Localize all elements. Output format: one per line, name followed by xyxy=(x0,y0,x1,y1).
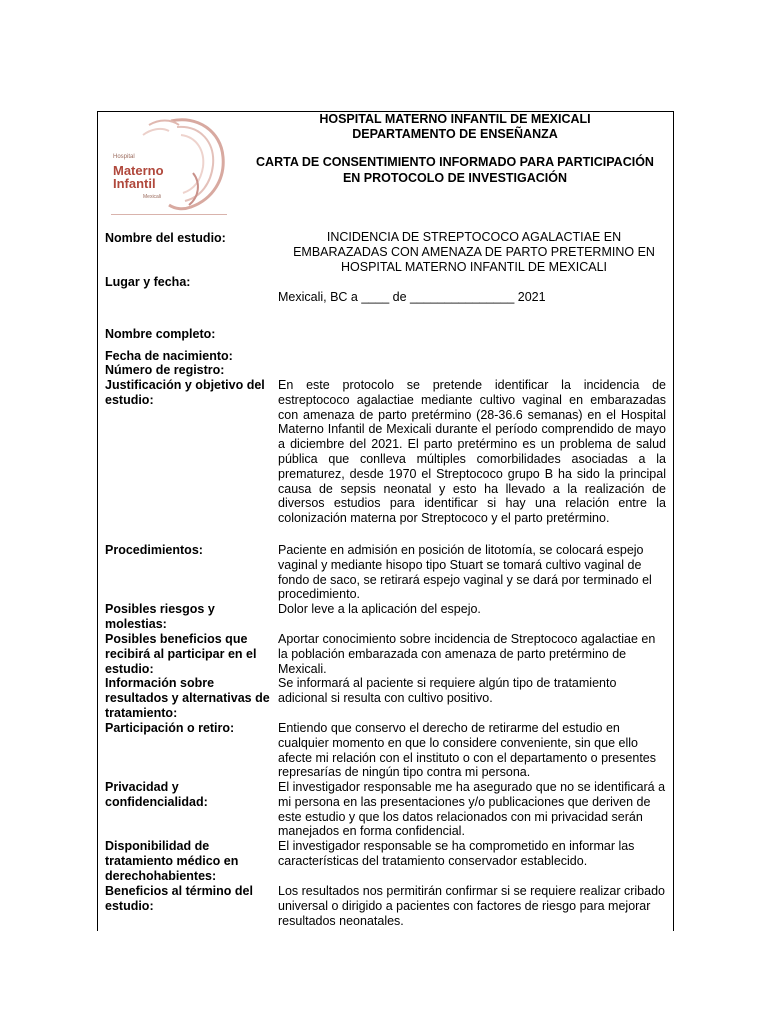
participation-value: Entiendo que conservo el derecho de retirarme del estudio en cualquier momento en que lo considere conveniente, sin que ello afecte mi relación con el instituto o con el departamento o presentes represarías de ningún tipo contra mi persona. xyxy=(278,721,656,780)
registry-number-label: Número de registro: xyxy=(105,363,225,377)
document-title-line-1: CARTA DE CONSENTIMIENTO INFORMADO PARA PARTICIPACIÓN xyxy=(256,155,654,169)
privacy-value: El investigador responsable me ha asegurado que no se identificará a mi persona en las presentaciones y/o publicaciones que deriven de este estudio y que los datos relacionados con mi privacidad serán manejados en forma confidencial. xyxy=(278,780,666,839)
place-date-label: Lugar y fecha: xyxy=(105,275,191,289)
study-name-value: INCIDENCIA DE STREPTOCOCO AGALACTIAE EN EMBARAZADAS CON AMENAZA DE PARTO PRETERMINO EN HOSPITAL MATERNO INFANTIL DE MEXICALI xyxy=(293,230,655,274)
risks-label: Posibles riesgos y molestias: xyxy=(105,602,215,631)
logo-wordmark xyxy=(113,151,164,190)
availability-value: El investigador responsable se ha comprometido en informar las características del tratamiento conservador establecido. xyxy=(278,839,635,868)
end-benefits-value: Los resultados nos permitirán confirmar si se requiere realizar cribado universal o dirigido a pacientes con factores de riesgo para mejorar resultados neonatales. xyxy=(278,884,665,928)
logo-divider xyxy=(111,214,227,215)
risks-value: Dolor leve a la aplicación del espejo. xyxy=(278,602,481,616)
logo-small-text: Hospital xyxy=(113,154,135,160)
logo-line-1: Materno xyxy=(113,163,164,178)
justification-value: En este protocolo se pretende identificar la incidencia de estreptococo agalactiae mediante cultivo vaginal en embarazadas con amenaza de parto pretérmino (28-36.6 semanas) en el Hospital Materno Infantil de Mexicali durante el período comprendido de mayo a diciembre del 2021. El parto pretérmino es un problema de salud pública que conlleva múltiples comorbilidades asociadas a la prematurez, desde 1970 el Streptococo grupo B ha sido la principal causa de sepsis neonatal y esto ha llevado a la realización de diversos estudios para identificar si hay una relación entre la colonización materna por Streptococo y el parto pretérmino. xyxy=(278,378,666,526)
document-title-line-2: EN PROTOCOLO DE INVESTIGACIÓN xyxy=(342,171,568,185)
hospital-name: HOSPITAL MATERNO INFANTIL DE MEXICALI xyxy=(319,112,591,126)
benefits-value: Aportar conocimiento sobre incidencia de Streptococo agalactiae en la población embarazada con amenaza de parto pretérmino de Mexicali. xyxy=(278,632,656,676)
justification-label: Justificación y objetivo del estudio: xyxy=(105,378,265,407)
full-name-label: Nombre completo: xyxy=(105,327,216,341)
privacy-label: Privacidad y confidencialidad: xyxy=(105,780,208,809)
end-benefits-label: Beneficios al término del estudio: xyxy=(105,884,253,913)
place-date-value: Mexicali, BC a ____ de _______________ 2021 xyxy=(278,290,546,304)
results-value: Se informará al paciente si requiere algún tipo de tratamiento adicional si resulta con cultivo positivo. xyxy=(278,676,617,705)
hospital-logo xyxy=(109,113,231,219)
participation-label: Participación o retiro: xyxy=(105,721,235,735)
availability-label: Disponibilidad de tratamiento médico en derechohabientes: xyxy=(105,839,239,883)
logo-line-2: Infantil xyxy=(113,176,156,191)
study-name-label: Nombre del estudio: xyxy=(105,231,226,245)
department-name: DEPARTAMENTO DE ENSEÑANZA xyxy=(352,127,558,141)
procedures-label: Procedimientos: xyxy=(105,543,203,557)
procedures-value: Paciente en admisión en posición de litotomía, se colocará espejo vaginal y mediante hisopo tipo Stuart se tomará cultivo vaginal de fondo de saco, se retirará espejo vaginal y se dará por terminado el procedimiento. xyxy=(278,543,652,602)
logo-city-text: Mexicali xyxy=(143,194,162,200)
benefits-label: Posibles beneficios que recibirá al participar en el estudio: xyxy=(105,632,257,676)
results-label: Información sobre resultados y alternativas de tratamiento: xyxy=(105,676,270,720)
birth-date-label: Fecha de nacimiento: xyxy=(105,349,233,363)
